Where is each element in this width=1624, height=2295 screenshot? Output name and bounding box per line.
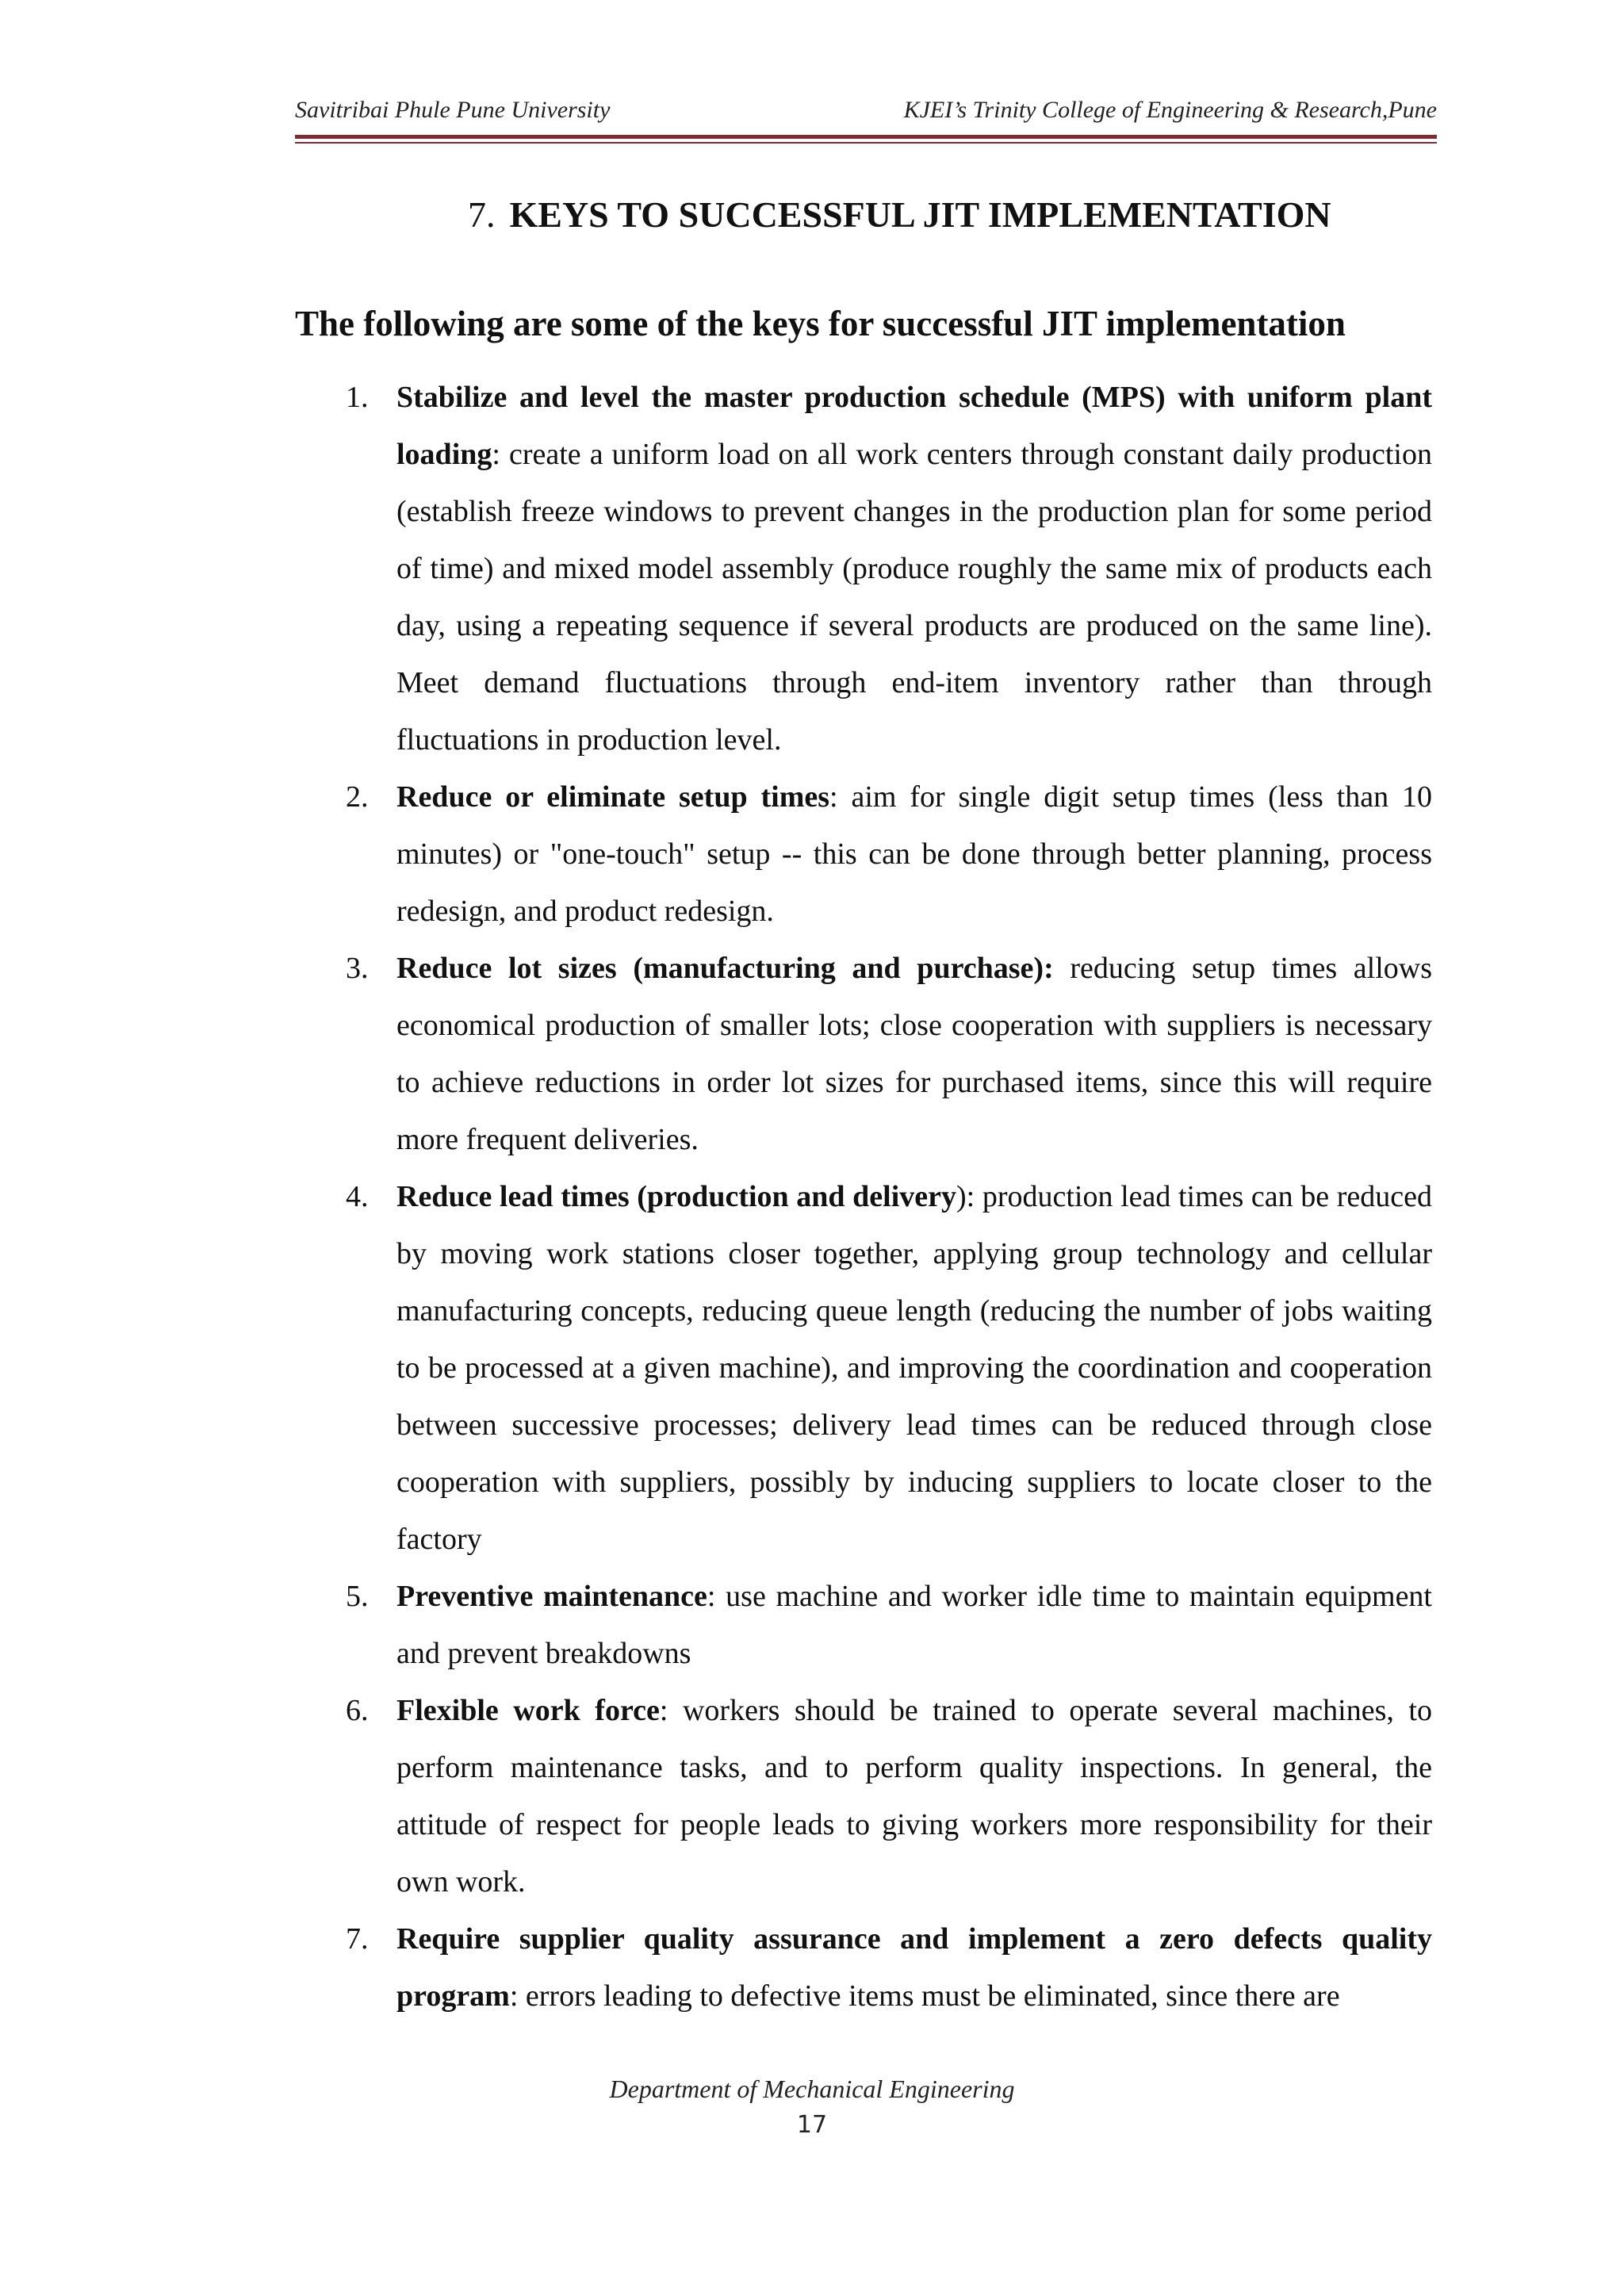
header-rule-thin	[295, 142, 1437, 144]
key-separator	[1054, 952, 1071, 985]
key-body: reducing setup times allows economical production of smaller lots; close cooperation with suppliers is necessary to achieve reductions in order lot sizes for purchased items, since this will require more frequent deliveries.	[396, 952, 1432, 1156]
key-separator: :	[509, 1979, 526, 2013]
key-title: Require supplier quality assurance and implement a zero defects quality program	[396, 1922, 1432, 2013]
key-title: Reduce lot sizes (manufacturing and purchase):	[396, 952, 1054, 985]
key-number: 7.	[346, 1922, 369, 1956]
key-title: Reduce or eliminate setup times	[396, 780, 830, 814]
key-separator: :	[829, 780, 852, 814]
key-body: production lead times can be reduced by moving work stations closer together, applying group technology and cellular manufacturing concepts, reducing queue length (reducing the number of jobs waiting to be processed at a given machine), and improving the coordination and cooperation between successive processes; delivery lead times can be reduced through close cooperation with suppliers, possibly by inducing suppliers to locate closer to the factory	[396, 1180, 1433, 1556]
key-separator: :	[492, 438, 509, 471]
key-item-1	[0, 369, 1432, 768]
header-rule	[295, 135, 1437, 139]
key-separator: ):	[956, 1180, 982, 1213]
key-number: 6.	[346, 1694, 369, 1727]
key-number: 2.	[346, 780, 369, 814]
chapter-number: 7.	[468, 194, 496, 235]
key-title: Flexible work force	[396, 1694, 660, 1727]
chapter-title-text: KEYS TO SUCCESSFUL JIT IMPLEMENTATION	[509, 194, 1331, 235]
key-separator: :	[707, 1580, 726, 1613]
intro-heading: The following are some of the keys for successful JIT implementation	[295, 304, 1346, 343]
key-number: 1.	[346, 381, 369, 414]
page-number: 17	[796, 2111, 828, 2139]
key-item-3	[0, 940, 1432, 1168]
key-number: 3.	[346, 952, 369, 985]
running-header	[295, 97, 1437, 132]
key-body: use machine and worker idle time to maintain equipment and prevent breakdowns	[396, 1580, 1432, 1670]
key-body: create a uniform load on all work centers through constant daily production (establish freeze windows to prevent changes in the production plan for some period of time) and mixed model assembly (produce roughly the same mix of products each day, using a repeating sequence if several products are produced on the same line). Meet demand fluctuations through end-item inventory rather than through fluctuations in production level.	[396, 438, 1432, 757]
header-college: KJEI’s Trinity College of Engineering & Research,Pune	[903, 97, 1437, 123]
key-item-2	[0, 768, 1432, 940]
key-title: Preventive maintenance	[396, 1580, 707, 1613]
key-separator: :	[659, 1694, 683, 1727]
header-university: Savitribai Phule Pune University	[295, 97, 611, 123]
key-item-6	[0, 1682, 1432, 1910]
chapter-title	[468, 193, 1331, 236]
key-number: 5.	[346, 1580, 369, 1613]
key-number: 4.	[346, 1180, 369, 1213]
key-item-4	[0, 1168, 1432, 1568]
key-title: Stabilize and level the master production schedule (MPS) with uniform plant loading	[396, 381, 1432, 471]
key-title: Reduce lead times (production and delivery	[396, 1180, 957, 1213]
key-body: aim for single digit setup times (less than 10 minutes) or "one-touch" setup -- this can be done through better planning, process redesign, and product redesign.	[396, 780, 1432, 928]
key-item-7	[0, 1910, 1432, 2025]
keys-list	[0, 369, 1624, 2025]
footer-department: Department of Mechanical Engineering	[609, 2075, 1015, 2103]
key-item-5	[0, 1568, 1432, 1682]
key-body: errors leading to defective items must be eliminated, since there are	[525, 1979, 1340, 2013]
key-body: workers should be trained to operate several machines, to perform maintenance tasks, and to perform quality inspections. In general, the attitude of respect for people leads to giving workers more responsibility for their own work.	[396, 1694, 1432, 1898]
